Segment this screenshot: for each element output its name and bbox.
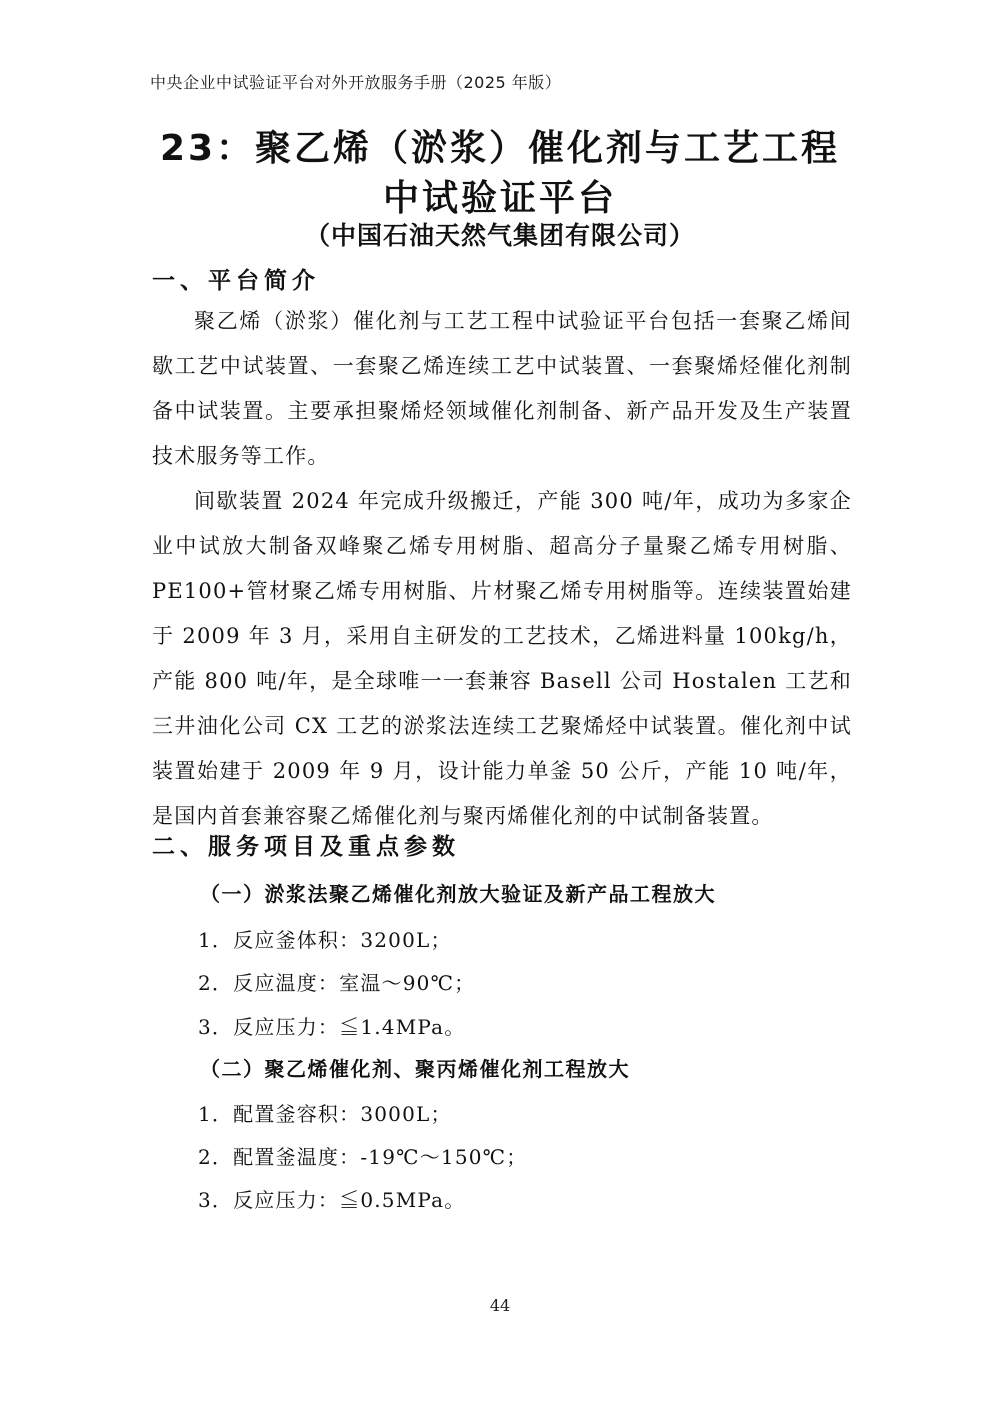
page-title-line2: 中试验证平台 xyxy=(382,178,617,219)
intro-paragraph-1: 聚乙烯（淤浆）催化剂与工艺工程中试验证平台包括一套聚乙烯间歇工艺中试装置、一套聚乙烯连续工艺中试装置、一套聚烯烃催化剂制备中试装置。主要承担聚烯烃领域催化剂制备、新产品开发及生产装置技术服务等工作。 xyxy=(152,309,852,468)
running-header: 中央企业中试验证平台对外开放服务手册（2025 年版） xyxy=(150,73,562,92)
section-heading-intro: 一、平台简介 xyxy=(152,268,320,294)
section-heading-services: 二、服务项目及重点参数 xyxy=(152,834,460,860)
service-group-2-item-2: 2．配置釜温度：-19℃～150℃； xyxy=(198,1145,528,1169)
service-group-1-item-3: 3．反应压力：≦1.4MPa。 xyxy=(198,1015,466,1039)
page-title-line1: 23：聚乙烯（淤浆）催化剂与工艺工程 xyxy=(159,128,841,169)
service-group-1-item-1: 1．反应釜体积：3200L； xyxy=(198,928,452,952)
service-group-2-item-1: 1．配置釜容积：3000L； xyxy=(198,1102,452,1126)
intro-body xyxy=(152,299,852,839)
service-group-2-title: （二）聚乙烯催化剂、聚丙烯催化剂工程放大 xyxy=(200,1057,630,1081)
intro-paragraph-2: 间歇装置 2024 年完成升级搬迁，产能 300 吨/年，成功为多家企业中试放大制备双峰聚乙烯专用树脂、超高分子量聚乙烯专用树脂、PE100+管材聚乙烯专用树脂、片材聚乙烯专用树脂等。连续装置始建于 2009 年 3 月，采用自主研发的工艺技术，乙烯进料量 100kg/h，产能 800 吨/年，是全球唯一一套兼容 Basell 公司 Hostalen 工艺和三井油化公司 CX 工艺的淤浆法连续工艺聚烯烃中试装置。催化剂中试装置始建于 2009 年 9 月，设计能力单釜 50 公斤，产能 10 吨/年，是国内首套兼容聚乙烯催化剂与聚丙烯催化剂的中试制备装置。 xyxy=(152,489,852,828)
page-number: 44 xyxy=(489,1296,511,1315)
service-group-1-item-2: 2．反应温度：室温～90℃； xyxy=(198,971,476,995)
organization-subtitle: （中国石油天然气集团有限公司） xyxy=(304,221,695,250)
service-group-1-title: （一）淤浆法聚乙烯催化剂放大验证及新产品工程放大 xyxy=(200,882,716,906)
service-group-2-item-3: 3．反应压力：≦0.5MPa。 xyxy=(198,1188,466,1212)
